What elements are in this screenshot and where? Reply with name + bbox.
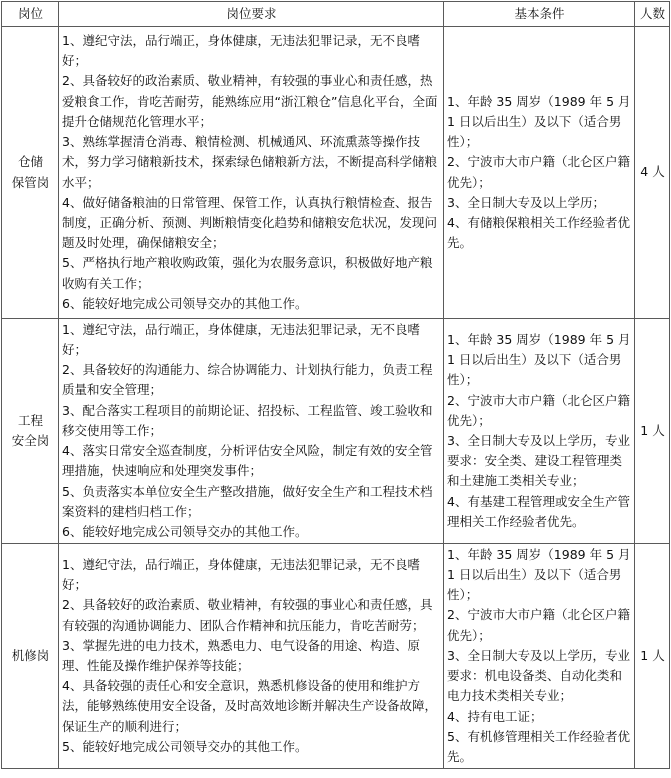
header-conditions: 基本条件 bbox=[444, 2, 635, 27]
conditions-cell bbox=[444, 319, 635, 544]
header-row bbox=[2, 2, 670, 27]
headcount-cell: 1 人 bbox=[635, 319, 670, 544]
position-cell bbox=[2, 27, 59, 319]
condition-item: 2、宁波市大市户籍（北仑区户籍优先）； bbox=[447, 607, 630, 643]
position-name-line: 仓储 bbox=[17, 154, 43, 170]
conditions-cell bbox=[444, 544, 635, 769]
requirement-item: 5、负责落实本单位安全生产整改措施，做好安全生产和工程技术档案资料的建档归档工作； bbox=[62, 483, 433, 519]
requirement-item: 1、遵纪守法，品行端正，身体健康，无违法犯罪记录，无不良嗜好； bbox=[62, 321, 420, 358]
requirement-item: 4、做好储备粮油的日常管理、保管工作，认真执行粮情检查、报告制度，正确分析、预测、判断粮情变化趋势和储粮安危状况，发现问题及时处理，确保储粮安全； bbox=[62, 194, 438, 251]
conditions-cell bbox=[444, 27, 635, 319]
condition-item: 4、有基建工程管理或安全生产管理相关工作经验者优先。 bbox=[447, 493, 630, 529]
position-cell bbox=[2, 544, 59, 769]
condition-item: 3、全日制大专及以上学历，专业要求：机电设备类、自动化类和电力技术类相关专业； bbox=[447, 647, 630, 704]
requirement-item: 3、掌握先进的电力技术，熟悉电力、电气设备的用途、构造、原理、性能及操作维护保养等技能； bbox=[62, 637, 420, 673]
condition-item: 4、有储粮保粮相关工作经验者优先。 bbox=[447, 214, 630, 251]
headcount-cell: 1 人 bbox=[635, 544, 670, 769]
position-name-line: 保管岗 bbox=[11, 174, 50, 190]
header-requirements: 岗位要求 bbox=[59, 2, 444, 27]
condition-item: 3、全日制大专及以上学历； bbox=[447, 194, 605, 210]
position-name-line: 机修岗 bbox=[11, 647, 50, 663]
requirement-item: 2、具备较好的政治素质、敬业精神，有较强的事业心和责任感，热爱粮食工作，肯吃苦耐劳，能熟练应用“浙江粮仓”信息化平台，全面提升仓储规范化管理水平； bbox=[62, 73, 438, 129]
requirement-item: 3、配合落实工程项目的前期论证、招投标、工程监管、竣工验收和移交使用等工作； bbox=[62, 402, 433, 438]
requirement-item: 5、严格执行地产粮收购政策，强化为农服务意识，积极做好地产粮收购有关工作； bbox=[62, 255, 433, 291]
requirements-cell bbox=[59, 544, 444, 769]
requirement-item: 5、能较好地完成公司领导交办的其他工作。 bbox=[62, 738, 308, 754]
requirement-item: 1、遵纪守法，品行端正，身体健康，无违法犯罪记录，无不良嗜好； bbox=[62, 556, 420, 593]
table-row bbox=[2, 544, 670, 769]
requirement-item: 4、具备较强的责任心和安全意识，熟悉机修设备的使用和维护方法，能够熟练使用安全设备，及时高效地诊断并解决生产设备故障，保证生产的顺利进行； bbox=[62, 678, 438, 734]
requirement-item: 2、具备较好的政治素质、敬业精神，有较强的事业心和责任感，具有较强的沟通协调能力、团队合作精神和抗压能力，肯吃苦耐劳； bbox=[62, 597, 433, 633]
condition-item: 1、年龄 35 周岁（1989 年 5 月 1 日以后出生）及以下（适合男性）； bbox=[447, 546, 631, 603]
condition-item: 2、宁波市大市户籍（北仑区户籍优先）； bbox=[447, 154, 630, 190]
requirements-cell bbox=[59, 27, 444, 319]
condition-item: 5、有机修管理相关工作经验者优先。 bbox=[447, 728, 630, 764]
condition-item: 1、年龄 35 周岁（1989 年 5 月 1 日以后出生）及以下（适合男性）； bbox=[447, 93, 631, 150]
table-row bbox=[2, 27, 670, 319]
requirement-item: 1、遵纪守法，品行端正，身体健康，无违法犯罪记录，无不良嗜好； bbox=[62, 33, 420, 69]
job-requirements-table bbox=[1, 1, 670, 769]
requirement-item: 6、能较好地完成公司领导交办的其他工作。 bbox=[62, 523, 308, 539]
requirement-item: 2、具备较好的沟通能力、综合协调能力、计划执行能力，负责工程质量和安全管理； bbox=[62, 362, 433, 398]
requirements-cell bbox=[59, 319, 444, 544]
requirement-item: 6、能较好地完成公司领导交办的其他工作。 bbox=[62, 295, 308, 311]
position-name-line: 工程 bbox=[17, 412, 43, 428]
condition-item: 4、持有电工证； bbox=[447, 708, 543, 724]
table-row bbox=[2, 319, 670, 544]
condition-item: 1、年龄 35 周岁（1989 年 5 月 1 日以后出生）及以下（适合男性）； bbox=[447, 331, 631, 388]
position-name-line: 安全岗 bbox=[11, 433, 50, 448]
header-position: 岗位 bbox=[2, 2, 59, 27]
condition-item: 2、宁波市大市户籍（北仑区户籍优先）； bbox=[447, 392, 630, 428]
header-count: 人数 bbox=[635, 2, 670, 27]
condition-item: 3、全日制大专及以上学历，专业要求：安全类、建设工程管理类和土建施工类相关专业； bbox=[447, 433, 630, 489]
position-cell bbox=[2, 319, 59, 544]
requirement-item: 4、落实日常安全巡查制度，分析评估安全风险，制定有效的安全管理措施，快速响应和处理突发事件； bbox=[62, 443, 433, 479]
requirement-item: 3、熟练掌握清仓消毒、粮情检测、机械通风、环流熏蒸等操作技术，努力学习储粮新技术，探索绿色储粮新方法，不断提高科学储粮水平； bbox=[62, 134, 438, 190]
headcount-cell: 4 人 bbox=[635, 27, 670, 319]
